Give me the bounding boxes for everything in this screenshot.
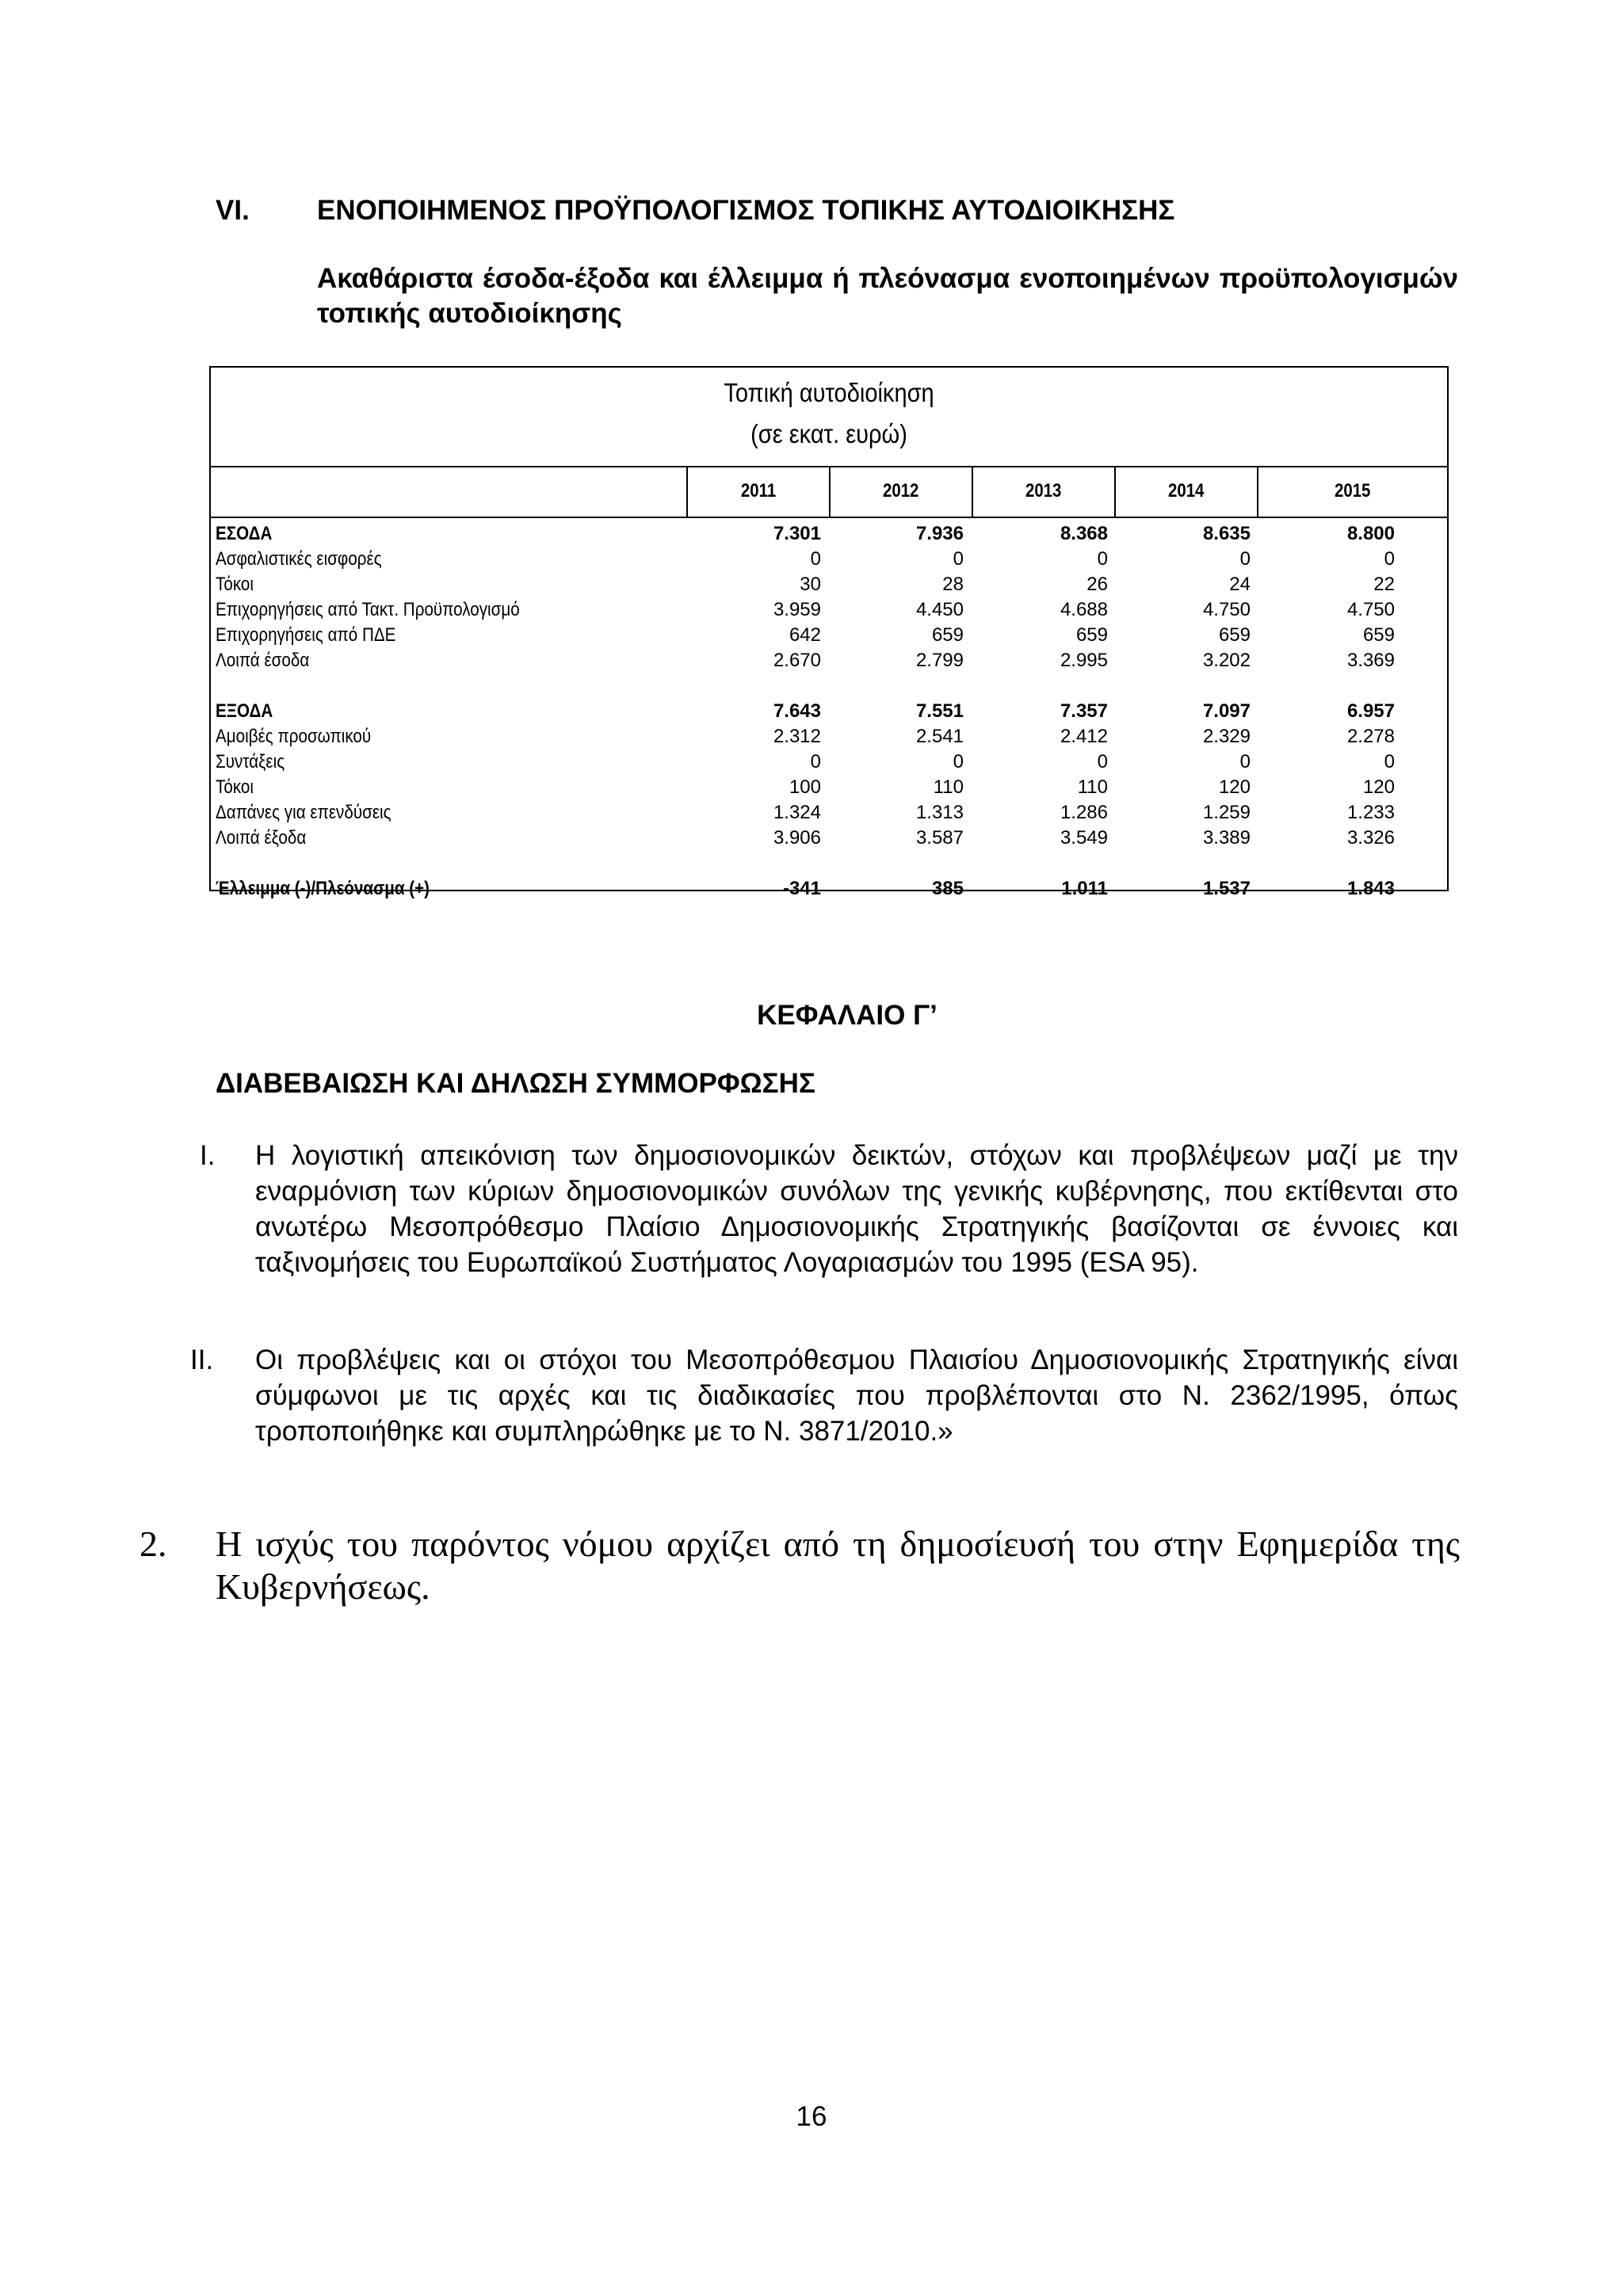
cell-2014: 4.750 [1202,599,1251,620]
year-header-2014: 2014 [1114,466,1257,517]
cell-2014: 3.389 [1202,827,1251,849]
table-row [211,572,1447,597]
row-label: Ασφαλιστικές εισφορές [216,548,382,570]
paragraph-1: Η λογιστική απεικόνιση των δημοσιονομικών δεικτών, στόχων και προβλέψεων μαζί με την εναρμόνιση των κύριων δημοσιονομικών συνόλων της γενικής κυβέρνησης, που εκτίθενται στο ανωτέρω Μεσοπρόθεσμο Πλαίσιο Δημοσιονομικής Στρατηγικής βασίζονται σε έννοιες και ταξινομήσεις του Ευρωπαϊκού Συστήματος Λογαριασμών του 1995 (ESA 95). [255,1140,1458,1278]
table-row [211,648,1447,673]
row-label: Τόκοι [216,574,254,595]
cell-2015: 0 [1384,548,1395,570]
paragraph-number-1: I. [200,1140,216,1171]
cell-2012: 659 [931,624,964,646]
cell-2015: 1.843 [1346,878,1395,899]
table-header-row [211,466,1447,518]
cell-2013: 0 [1097,751,1108,772]
row-label: Δαπάνες για επενδύσεις [216,802,391,823]
row-label: Επιχορηγήσεις από ΠΔΕ [216,624,396,646]
row-label: Συντάξεις [216,751,285,772]
cell-2014: 120 [1218,776,1251,798]
table-row [211,749,1447,775]
row-label: Λοιπά έσοδα [216,650,310,671]
year-header-2012: 2012 [829,466,972,517]
table-row [211,800,1447,826]
cell-2013: 8.368 [1060,523,1108,544]
cell-2012: 3.587 [915,827,964,849]
paragraph-2: Οι προβλέψεις και οι στόχοι του Μεσοπρόθεσμου Πλαισίου Δημοσιονομικής Στρατηγικής είναι σύμφωνοι με τις αρχές και τις διαδικασίες που προβλέπονται στο Ν. 2362/1995, όπως τροποποιήθηκε και συμπληρώθηκε με το Ν. 3871/2010.» [255,1344,1458,1447]
chapter-subtitle: ΔΙΑΒΕΒΑΙΩΣΗ ΚΑΙ ΔΗΛΩΣΗ ΣΥΜΜΟΡΦΩΣΗΣ [216,1068,815,1099]
table-row [211,775,1447,800]
cell-2014: 1.537 [1202,878,1251,899]
table-row [211,826,1447,851]
article-text: Η ισχύς του παρόντος νόμου αρχίζει από τη δημοσίευσή του στην Εφημερίδα της Κυβερνήσεως. [216,1524,1460,1607]
cell-2014: 7.097 [1202,700,1251,722]
table-row-expenditure-total [211,699,1447,724]
cell-2012: 0 [953,548,964,570]
cell-2011: 642 [789,624,821,646]
cell-2013: 7.357 [1060,700,1108,722]
cell-2015: 2.278 [1346,726,1395,747]
cell-2012: 385 [931,878,964,899]
cell-2013: 110 [1077,776,1108,798]
cell-2011: 100 [789,776,821,798]
cell-2012: 28 [942,574,964,595]
section-number: VI. [216,195,250,226]
row-label: Τόκοι [216,776,254,798]
table-row [211,724,1447,749]
cell-2014: 24 [1229,574,1251,595]
row-label: Λοιπά έξοδα [216,827,307,849]
cell-2012: 4.450 [915,599,964,620]
cell-2014: 1.259 [1202,802,1251,823]
cell-2013: 2.412 [1060,726,1108,747]
cell-2014: 0 [1239,751,1251,772]
chapter-title: ΚΕΦΑΛΑΙΟ Γ’ [757,1000,938,1031]
cell-2012: 1.313 [915,802,964,823]
cell-2015: 8.800 [1346,523,1395,544]
cell-2015: 659 [1362,624,1395,646]
cell-2015: 22 [1373,574,1395,595]
cell-2015: 3.326 [1346,827,1395,849]
cell-2011: 7.643 [773,700,821,722]
year-header-2011: 2011 [686,466,829,517]
table-caption [285,372,1373,455]
row-label: ΕΣΟΔΑ [216,523,273,544]
cell-2011: 1.324 [773,802,821,823]
cell-2014: 8.635 [1202,523,1251,544]
cell-2011: 3.906 [773,827,821,849]
cell-2011: -341 [782,878,821,899]
cell-2011: 3.959 [773,599,821,620]
cell-2013: 2.995 [1060,650,1108,671]
table-caption-line2: (σε εκατ. ευρώ) [750,419,907,448]
table-row-balance [211,876,1447,902]
cell-2013: 0 [1097,548,1108,570]
year-header-2015: 2015 [1257,466,1447,517]
cell-2013: 659 [1075,624,1108,646]
cell-2011: 2.670 [773,650,821,671]
row-label: Επιχορηγήσεις από Τακτ. Προϋπολογισμό [216,599,520,620]
section-title: ΕΝΟΠΟΙΗΜΕΝΟΣ ΠΡΟΫΠΟΛΟΓΙΣΜΟΣ ΤΟΠΙΚΗΣ ΑΥΤΟΔΙΟΙΚΗΣΗΣ [317,195,1175,226]
cell-2012: 2.799 [915,650,964,671]
paragraph-number-2: II. [190,1344,214,1375]
table-row [211,623,1447,648]
cell-2014: 3.202 [1202,650,1251,671]
cell-2014: 2.329 [1202,726,1251,747]
cell-2011: 2.312 [773,726,821,747]
cell-2012: 7.551 [915,700,964,722]
cell-2015: 3.369 [1346,650,1395,671]
section-subtitle: Ακαθάριστα έσοδα-έξοδα και έλλειμμα ή πλεόνασμα ενοποιημένων προϋπολογισμών τοπικής αυτοδιοίκησης [317,263,1458,329]
cell-2011: 7.301 [773,523,821,544]
cell-2012: 2.541 [915,726,964,747]
cell-2015: 6.957 [1346,700,1395,722]
cell-2013: 4.688 [1060,599,1108,620]
cell-2015: 0 [1384,751,1395,772]
cell-2011: 30 [800,574,821,595]
table-caption-line1: Τοπική αυτοδιοίκηση [724,378,934,407]
table-row-revenue-total [211,521,1447,547]
article-number: 2. [139,1524,167,1564]
year-header-2013: 2013 [972,466,1114,517]
cell-2013: 1.286 [1060,802,1108,823]
cell-2011: 0 [810,548,821,570]
cell-2012: 110 [933,776,964,798]
page-number: 16 [796,2101,827,2132]
cell-2015: 4.750 [1346,599,1395,620]
budget-table [209,366,1449,899]
table-row [211,547,1447,572]
cell-2014: 0 [1239,548,1251,570]
cell-2012: 7.936 [915,523,964,544]
cell-2013: 26 [1086,574,1108,595]
row-label: Έλλειμμα (-)/Πλεόνασμα (+) [216,878,430,899]
row-label: Αμοιβές προσωπικού [216,726,372,747]
cell-2013: 3.549 [1060,827,1108,849]
table-row [211,597,1447,623]
cell-2015: 1.233 [1346,802,1395,823]
cell-2014: 659 [1218,624,1251,646]
cell-2011: 0 [810,751,821,772]
row-label: ΕΞΟΔΑ [216,700,273,722]
cell-2013: 1.011 [1061,878,1108,899]
cell-2012: 0 [953,751,964,772]
cell-2015: 120 [1362,776,1395,798]
